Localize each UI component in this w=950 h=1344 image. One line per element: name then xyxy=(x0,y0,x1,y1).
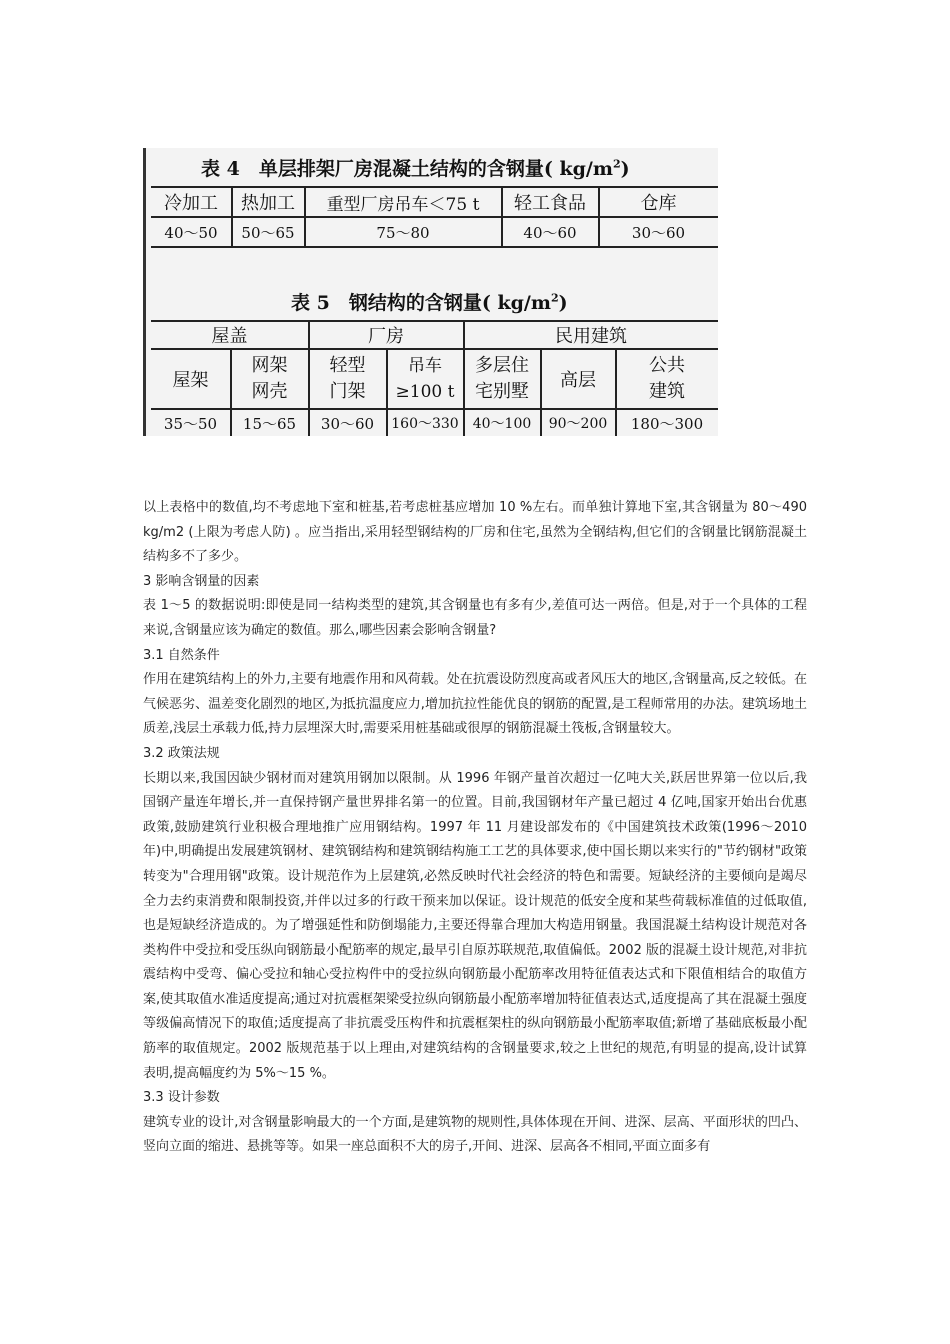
section-heading: 3.1 自然条件 xyxy=(143,647,220,663)
section-heading: 3.3 设计参数 xyxy=(143,1090,220,1106)
table4-header-cell: 热加工 xyxy=(241,193,295,214)
table4-value-cell: 50～65 xyxy=(241,223,295,242)
table5-value-cell: 30～60 xyxy=(320,414,375,433)
table5-sub-header: 屋架 xyxy=(172,370,209,391)
tables-image xyxy=(143,148,718,436)
table4-header-cell: 冷加工 xyxy=(164,193,218,214)
table5-value-cell: 15～65 xyxy=(242,414,297,433)
scan-edge xyxy=(143,148,146,436)
table4-bottom-rule xyxy=(151,246,718,248)
table5-value-cell: 90～200 xyxy=(548,416,608,432)
table4-title: 表 4 单层排架厂房混凝土结构的含钢量( $kg/m^2$) xyxy=(201,157,630,180)
document-body xyxy=(143,496,807,1160)
table4-header-cell: 仓库 xyxy=(640,193,677,214)
table4-value-cell: 75～80 xyxy=(376,223,430,242)
paragraph: 建筑专业的设计,对含钢量影响最大的一个方面,是建筑物的规则性,具体体现在开间、进深、层高、平面形状的凹凸、竖向立面的缩进、悬挑等等。如果一座总面积不大的房子,开间、进深、层高各不相同,平面立面多有 xyxy=(143,1114,807,1155)
table5-title: 表 5 钢结构的含钢量( $kg/m^2$) xyxy=(291,291,568,314)
table5-group-header: 民用建筑 xyxy=(555,325,627,347)
table5-value-cell: 160～330 xyxy=(391,416,459,432)
table5-sub-header: 网架 网壳 xyxy=(251,355,288,402)
table4-header-cell: 重型厂房吊车＜75 t xyxy=(326,194,480,215)
paragraph: 作用在建筑结构上的外力,主要有地震作用和风荷载。处在抗震设防烈度高或者风压大的地区,含钢量高,反之较低。在气候恶劣、温差变化剧烈的地区,为抵抗温度应力,增加抗拉性能优良的钢筋的配置,是工程师常用的办法。建筑场地土质差,浅层土承载力低,持力层埋深大时,需要采用桩基础或很厚的钢筋混凝土筏板,含钢量较大。 xyxy=(143,672,807,737)
table5-sub-header: 高层 xyxy=(560,370,596,391)
paragraph: 表 1～5 的数据说明:即使是同一结构类型的建筑,其含钢量也有多有少,差值可达一两倍。但是,对于一个具体的工程来说,含钢量应该为确定的数值。那么,哪些因素会影响含钢量? xyxy=(143,598,807,638)
table5-group-header: 屋盖 xyxy=(211,325,248,347)
table5-sub-header: 公共 建筑 xyxy=(649,355,685,402)
paragraph: 以上表格中的数值,均不考虑地下室和桩基,若考虑桩基应增加 10 %左右。而单独计算地下室,其含钢量为 80～490 kg/m2 (上限为考虑人防) 。应当指出,采用轻型钢结构的厂房和住宅,虽然为全钢结构,但它们的含钢量比钢筋混凝土结构多不了多少。 xyxy=(143,500,807,565)
table5-sub-header: 吊车 ≥100 t xyxy=(395,356,455,402)
table5-group-header: 厂房 xyxy=(368,325,404,347)
table5-sub-header: 轻型 门架 xyxy=(329,355,366,402)
table4-header-cell: 轻工食品 xyxy=(514,193,586,214)
table5-value-cell: 40～100 xyxy=(472,416,532,432)
table5-sub-header: 多层住 宅别墅 xyxy=(475,355,529,402)
table4-value-cell: 40～60 xyxy=(523,223,577,242)
table5-value-cell: 35～50 xyxy=(163,414,218,433)
table4-value-cell: 30～60 xyxy=(631,223,686,242)
paragraph: 长期以来,我国因缺少钢材而对建筑用钢加以限制。从 1996 年钢产量首次超过一亿吨大关,跃居世界第一位以后,我国钢产量连年增长,并一直保持钢产量世界排名第一的位置。目前,我国钢材年产量已超过 4 亿吨,国家开始出台优惠政策,鼓励建筑行业积极合理地推广应用钢结构。1997 年 11 月建设部发布的《中国建筑技术政策(1996～2010 年)中,明确提出发展建筑钢材、建筑钢结构和建筑钢结构施工工艺的具体要求,使中国长期以来实行的"节约钢材"政策转变为"合理用钢"政策。设计规范作为上层建筑,必然反映时代社会经济的特色和需要。短缺经济的主要倾向是竭尽全力去约束消费和限制投资,并伴以过多的行政干预来加以保证。设计规范的低安全度和某些荷载标准值的过低取值,也是短缺经济造成的。为了增强延性和防倒塌能力,主要还得靠合理加大构造用钢量。我国混凝土结构设计规范对各类构件中受拉和受压纵向钢筋最小配筋率的规定,最早引自原苏联规范,取值偏低。2002 版的混凝土设计规范,对非抗震结构中受弯、偏心受拉和轴心受拉构件中的受拉纵向钢筋最小配筋率改用特征值表达式和下限值相结合的取值方案,使其取值水准适度提高;通过对抗震框架梁受拉纵向钢筋最小配筋率增加特征值表达式,适度提高了其在混凝土强度等级偏高情况下的取值;适度提高了非抗震受压构件和抗震框架柱的纵向钢筋最小配筋率取值;新增了基础底板最小配筋率的取值规定。2002 版规范基于以上理由,对建筑结构的含钢量要求,较之上世纪的规范,有明显的提高,设计试算表明,提高幅度约为 5%～15 %。 xyxy=(143,770,807,1081)
section-heading: 3 影响含钢量的因素 xyxy=(143,573,260,589)
table5-value-cell: 180～300 xyxy=(630,414,704,433)
section-heading: 3.2 政策法规 xyxy=(143,745,220,761)
table4-value-cell: 40～50 xyxy=(164,223,218,242)
